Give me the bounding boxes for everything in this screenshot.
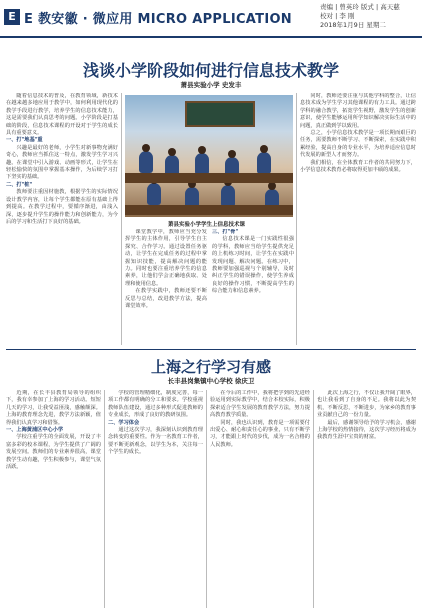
article1-col3: 三、打"骨" 信息技术课是一门实践性很强的学科，教师应当给学生提供充足的上机练习时间，让学生在实践中发现问题、解决问题。在练习中，教师要加强巡视与个别辅导，及时纠正学生的错误操作，使学生养成良好的操作习惯，不断提高学生的综合能力和信息素养。 xyxy=(212,229,294,295)
e-logo-icon: E xyxy=(4,9,20,25)
article2-byline: 长丰县岗集镇中心学校 徐庆卫 xyxy=(167,377,255,385)
blackboard-shape xyxy=(185,101,255,127)
classroom-photo xyxy=(125,95,293,217)
article1-title: 浅谈小学阶段如何进行信息技术教学 xyxy=(82,61,339,80)
article2-col3: 在今后的工作中，我将把学到的先进经验运用到实际教学中，结合本校实际，积极探索适合学生发展的教育教学方法，努力提高教育教学质量。 同时，我也认识到，教育是一项需要付出爱心、耐心和责任心的事业，只有不断学习，才能跟上时代的步伐，成为一名合格的人民教师。 xyxy=(210,390,310,448)
header-meta xyxy=(320,3,416,30)
article1-col1: 随着信息技术的普及，在教育领域，新技术在越来越多地应用于教学中，如何利用现代化的教学手段进行教学，培养学生的信息技术能力，这是需要我们认真思考的问题。小学阶段是打基础的阶段，信息技术课程的开设对于学生的成长具有重要意义。 一、打"地基"重 兴趣是最好的老师，小学生对新事物充满好奇心，教师应当抓住这一特点，激发学生学习兴趣。在课堂中引入游戏、动画等形式，让学生在轻松愉快的氛围中掌握基本操作，为后续学习打下坚实的基础。 二、打"桩" 教师要注重因材施教，根据学生的实际情况设计教学内容，让每个学生都能在原有基础上得到提高。在教学过程中，要循序渐进，由浅入深，逐步提升学生的操作能力和创新能力，为今后的学习和生活打下良好的基础。 xyxy=(6,93,118,225)
article1-byline: 萧县实验小学 史发丰 xyxy=(180,81,242,89)
photo-caption: 萧县实验小学学生上信息技术课 xyxy=(168,222,246,228)
article2-col2: 学校的管理精细化，制度完善，每一项工作都有明确的分工和要求。学校重视教师队伍建设，通过多种形式促进教师的专业成长，形成了良好的教研氛围。 二、学习体会 通过这次学习，我深刻认识到教育理念转变的重要性。作为一名教育工作者，要不断更新观念，以学生为本，关注每一个学生的成长。 xyxy=(108,390,203,456)
article2-col4: 此次上海之行，不仅让我开阔了眼界，也让我看到了自身的不足。我将以此为契机，不断反思，不断进步，为家乡的教育事业贡献自己的一份力量。 最后，感谢领导给予的学习机会，感谢上海学校的热情接待，这次学习经历将成为我教育生涯中宝贵的财富。 xyxy=(317,390,416,441)
date-line: 2018年1月9日 星期二 xyxy=(320,21,386,29)
article2-title: 上海之行学习有感 xyxy=(150,358,271,376)
page-header xyxy=(0,0,422,38)
article1-col4: 同时，教师还要注重与其他学科的整合，让信息技术成为学生学习其他课程的有力工具。通过跨学科的融合教学，拓宽学生视野，激发学生的创新意识，使学生能够运用所学知识解决实际生活中的问题，真正做到学以致用。 总之，小学信息技术教学是一项长期而艰巨的任务，需要教师不断学习、不断探索，在实践中积累经验，提高自身的专业水平，为培养适应信息时代发展的新型人才而努力。 我们相信，在全体教育工作者的共同努力下，小学信息技术教育必将取得更加丰硕的成果。 xyxy=(300,93,416,174)
article2-col1: 近期，在长丰县教育局领导的组织下，我有幸参加了上海的学习活动。短短几天的学习，让我受益匪浅，感触颇深。上海的教育理念先进，教学方法新颖，值得我们认真学习和借鉴。 一、上海黄浦区中心小学 学校注重学生的全面发展，开设了丰富多彩的校本课程，为学生提供了广阔的发展空间。教师们的专业素养很高，课堂教学生动有趣，学生积极参与，课堂气氛活跃。 xyxy=(6,390,101,471)
article1-col2: 课堂教学中，教师应当充分发挥学生的主体作用，引导学生自主探究、合作学习。通过设置任务驱动，让学生在完成任务的过程中掌握知识技能，提高解决问题的能力。同时也要注重培养学生的信息素养，让他们学会正确地获取、处理和使用信息。 在教学实践中，教师还要不断反思与总结，改进教学方法，提高课堂效率。 xyxy=(125,229,207,310)
section-divider xyxy=(6,349,416,350)
section-title: E 教安徽 · 微应用 MICRO APPLICATION xyxy=(24,12,292,27)
proof-line: 校对 | 李 刚 xyxy=(320,12,355,20)
editor-line: 责编 | 曾英玲 版式 | 高天慈 xyxy=(320,3,400,11)
